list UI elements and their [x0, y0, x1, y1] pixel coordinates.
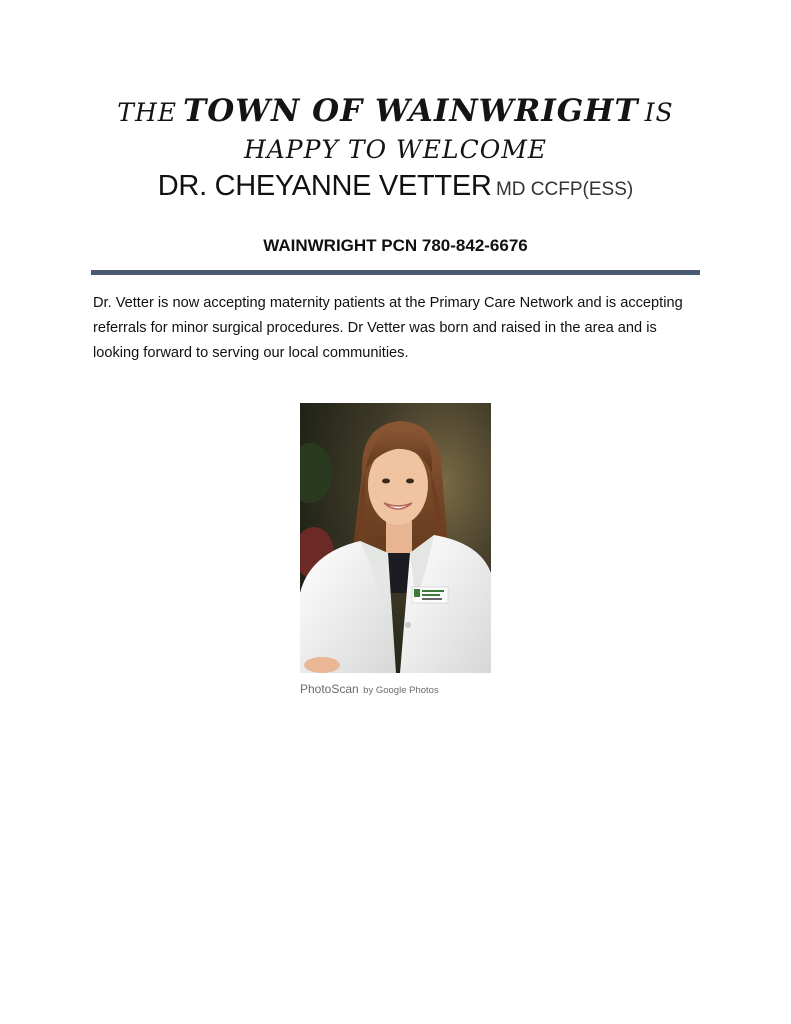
announcement-paragraph: Dr. Vetter is now accepting maternity patients at the Primary Care Network and is accepting referrals for minor surgical procedures. Dr Vetter was born and raised in the area and is looking forward to serving our local communities.: [93, 295, 683, 361]
photo-credit-by: by Google Photos: [363, 685, 439, 696]
headline-line-2: HAPPY TO WELCOME: [243, 135, 548, 164]
doctor-name: DR. CHEYANNE VETTER: [157, 170, 492, 202]
headline-prefix: THE: [117, 98, 178, 127]
divider-rule: [91, 270, 700, 275]
doctor-credentials: MD CCFP(ESS): [495, 179, 634, 200]
pcn-phone-line: WAINWRIGHT PCN 780-842-6676: [263, 236, 528, 255]
doctor-portrait-photo: [300, 403, 491, 673]
headline-town-name: TOWN OF WAINWRIGHT: [183, 93, 639, 129]
headline-line-1: [0, 93, 791, 129]
doctor-heading: [0, 172, 791, 201]
headline-suffix: IS: [644, 98, 674, 127]
photo-credit-brand: PhotoScan: [300, 682, 359, 696]
photo-credit: [300, 680, 439, 698]
